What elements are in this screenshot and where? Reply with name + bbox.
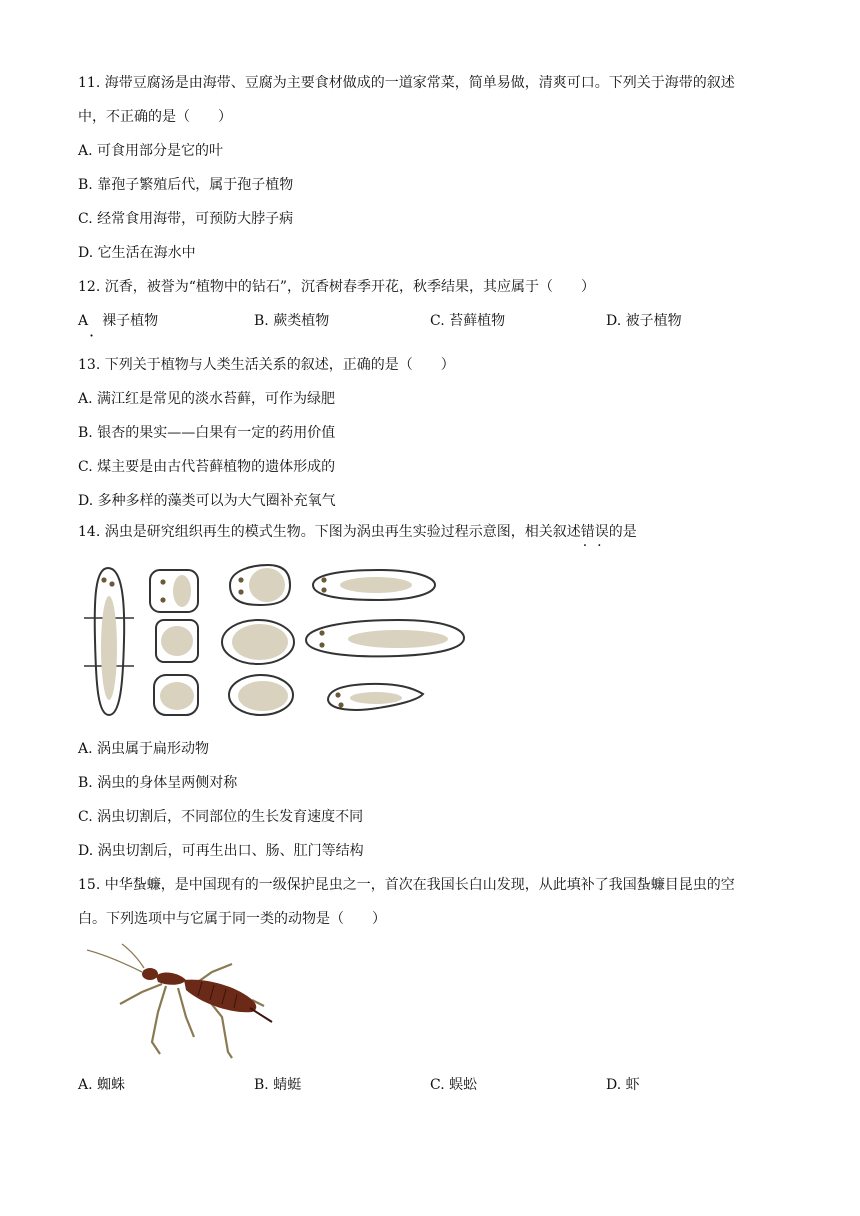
q11-option-a: A. 可食用部分是它的叶 <box>78 143 224 159</box>
q15-option-a: A. 蜘蛛 <box>78 1077 126 1093</box>
q14-stem-emphasis: 错误 ·· <box>580 524 612 554</box>
q12-dot-mark: · <box>89 326 95 345</box>
q11-option-d: D. 它生活在海水中 <box>78 245 196 261</box>
q13-option-b: B. 银杏的果实——白果有一定的药用价值 <box>78 425 336 441</box>
q13-option-d: D. 多种多样的藻类可以为大气圈补充氧气 <box>78 493 336 509</box>
q11-option-c: C. 经常食用海带，可预防大脖子病 <box>78 211 294 227</box>
q12-option-c: C. 苔藓植物 <box>430 313 506 329</box>
q12-option-b: B. 蕨类植物 <box>254 313 330 329</box>
q13-option-c: C. 煤主要是由古代苔藓植物的遗体形成的 <box>78 459 336 475</box>
q13-stem: 13. 下列关于植物与人类生活关系的叙述，正确的是（ ） <box>78 357 455 373</box>
planarian-regeneration-diagram <box>78 560 478 725</box>
q11-stem-line1: 11. 海带豆腐汤是由海带、豆腐为主要食材做成的一道家常菜，简单易做，清爽可口。下列关于海带的叙述 <box>78 75 735 91</box>
q14-stem-before: 14. 涡虫是研究组织再生的模式生物。下图为涡虫再生实验过程示意图，相关叙述 <box>78 524 581 540</box>
q14-option-a: A. 涡虫属于扁形动物 <box>78 741 210 757</box>
q15-stem-line2: 白。下列选项中与它属于同一类的动物是（ ） <box>78 911 386 927</box>
q15-option-b: B. 蜻蜓 <box>254 1077 302 1093</box>
q15-stem-line1: 15. 中华蚻蠊，是中国现有的一级保护昆虫之一，首次在我国长白山发现，从此填补了我国蚻蠊目昆虫的空 <box>78 877 735 893</box>
insect-illustration <box>82 942 282 1062</box>
q11-stem-line2: 中，不正确的是（ ） <box>78 109 232 125</box>
q15-option-d: D. 虾 <box>606 1077 640 1093</box>
q14-option-c: C. 涡虫切割后，不同部位的生长发育速度不同 <box>78 809 364 825</box>
q11-option-b: B. 靠孢子繁殖后代，属于孢子植物 <box>78 177 294 193</box>
q14-stem <box>78 522 637 554</box>
q12-option-d: D. 被子植物 <box>606 313 682 329</box>
q15-option-c: C. 蜈蚣 <box>430 1077 478 1093</box>
q14-stem-after: 的是 <box>608 524 637 540</box>
q14-option-d: D. 涡虫切割后，可再生出口、肠、肛门等结构 <box>78 843 364 859</box>
q12-option-a: A 裸子植物 <box>78 313 159 329</box>
q14-option-b: B. 涡虫的身体呈两侧对称 <box>78 775 238 791</box>
q13-option-a: A. 满江红是常见的淡水苔藓，可作为绿肥 <box>78 391 336 407</box>
q12-stem: 12. 沉香，被誉为“植物中的钻石”，沉香树春季开花，秋季结果，其应属于（ ） <box>78 279 596 295</box>
